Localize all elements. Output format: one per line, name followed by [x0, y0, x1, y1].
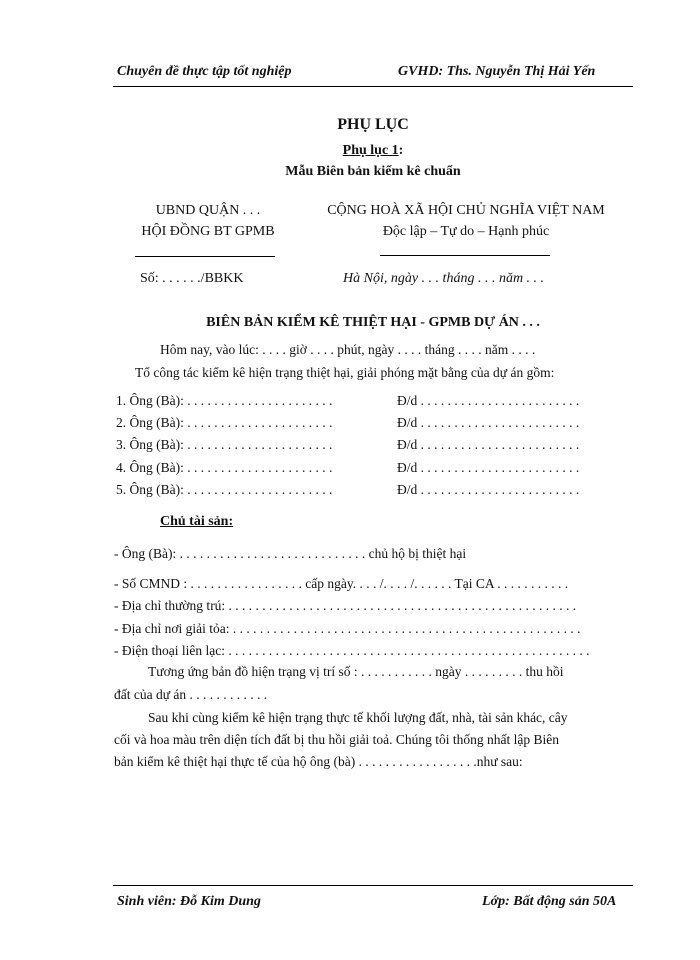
owner-clearance-address: - Địa chỉ nơi giải tỏa: . . . . . . . . . . . . . . . . . . . . . . . . . . . . . . . . . . . . . . . . . . . . . . . . . . . . — [114, 621, 581, 636]
header-right: GVHD: Ths. Nguyễn Thị Hải Yến — [398, 64, 596, 79]
member-1-name: 1. Ông (Bà): . . . . . . . . . . . . . . . . . . . . . . — [116, 393, 333, 408]
header-left: Chuyên đề thực tập tốt nghiệp — [117, 64, 292, 79]
intro-team: Tổ công tác kiểm kê hiện trạng thiệt hại, giải phóng mặt bằng của dự án gồm: — [135, 365, 555, 380]
conclusion-line2: cối và hoa màu trên diện tích đất bị thu hồi giải toả. Chúng tôi thống nhất lập Biên — [114, 732, 560, 747]
national-title: CỘNG HOÀ XÃ HỘI CHỦ NGHĨA VIỆT NAM — [327, 203, 605, 218]
national-underline — [380, 255, 550, 256]
member-4-name: 4. Ông (Bà): . . . . . . . . . . . . . . . . . . . . . . — [116, 460, 333, 475]
owner-permanent-address: - Địa chỉ thường trú: . . . . . . . . . . . . . . . . . . . . . . . . . . . . . . . . . . . . . . . . . . . . . . . . . . . . — [114, 598, 577, 613]
member-2-name: 2. Ông (Bà): . . . . . . . . . . . . . . . . . . . . . . — [116, 415, 333, 430]
agency-council: HỘI ĐỒNG BT GPMB — [141, 224, 275, 239]
agency-underline — [135, 256, 275, 257]
appendix-subtitle: Mẫu Biên bản kiểm kê chuẩn — [285, 164, 461, 179]
footer-rule — [113, 885, 633, 886]
member-3-name: 3. Ông (Bà): . . . . . . . . . . . . . . . . . . . . . . — [116, 437, 333, 452]
agency-district: UBND QUẬN . . . — [155, 203, 261, 218]
national-motto: Độc lập – Tự do – Hạnh phúc — [382, 224, 550, 239]
member-5-rep: Đ/d . . . . . . . . . . . . . . . . . . . . . . . . — [397, 482, 580, 497]
appendix-colon: : — [398, 143, 404, 158]
owner-id-field: - Số CMND : . . . . . . . . . . . . . . . . . cấp ngày. . . . /. . . . /. . . . . . Tại CA . . . . . . . . . . . — [114, 576, 569, 591]
owner-heading: Chủ tài sản: — [160, 514, 234, 529]
owner-phone: - Điện thoại liên lạc: . . . . . . . . . . . . . . . . . . . . . . . . . . . . . . . . . . . . . . . . . . . . . . . . . . . . . . — [114, 643, 590, 658]
owner-name-field: - Ông (Bà): . . . . . . . . . . . . . . . . . . . . . . . . . . . . chủ hộ bị thiệt hại — [114, 546, 467, 561]
conclusion-line3: bản kiểm kê thiệt hại thực tế của hộ ông (bà) . . . . . . . . . . . . . . . . . .như sau: — [114, 754, 523, 769]
conclusion-line1: Sau khi cùng kiểm kê hiện trạng thực tế khối lượng đất, nhà, tài sản khác, cây — [148, 710, 568, 725]
intro-time: Hôm nay, vào lúc: . . . . giờ . . . . phút, ngày . . . . tháng . . . . năm . . . . — [160, 342, 536, 357]
member-2-rep: Đ/d . . . . . . . . . . . . . . . . . . . . . . . . — [397, 415, 580, 430]
footer-class: Lớp: Bất động sản 50A — [482, 894, 617, 909]
appendix-label: Phụ lục 1 — [342, 143, 399, 158]
member-5-name: 5. Ông (Bà): . . . . . . . . . . . . . . . . . . . . . . — [116, 482, 333, 497]
member-3-rep: Đ/d . . . . . . . . . . . . . . . . . . . . . . . . — [397, 437, 580, 452]
map-reference-line2: đất của dự án . . . . . . . . . . . . — [114, 687, 268, 702]
page-title: PHỤ LỤC — [337, 116, 409, 133]
document-number: Số: . . . . . ./BBKK — [140, 271, 244, 286]
member-4-rep: Đ/d . . . . . . . . . . . . . . . . . . . . . . . . — [397, 460, 580, 475]
document-title: BIÊN BẢN KIỂM KÊ THIỆT HẠI - GPMB DỰ ÁN . . . — [206, 315, 540, 330]
map-reference-line1: Tương ứng bản đồ hiện trạng vị trí số : . . . . . . . . . . . ngày . . . . . . . . . thu hồi — [148, 664, 564, 679]
member-1-rep: Đ/d . . . . . . . . . . . . . . . . . . . . . . . . — [397, 393, 580, 408]
footer-student: Sinh viên: Đỗ Kim Dung — [117, 894, 261, 909]
place-date: Hà Nội, ngày . . . tháng . . . năm . . . — [343, 271, 545, 286]
appendix-label-line — [113, 143, 633, 159]
header-rule — [113, 86, 633, 87]
